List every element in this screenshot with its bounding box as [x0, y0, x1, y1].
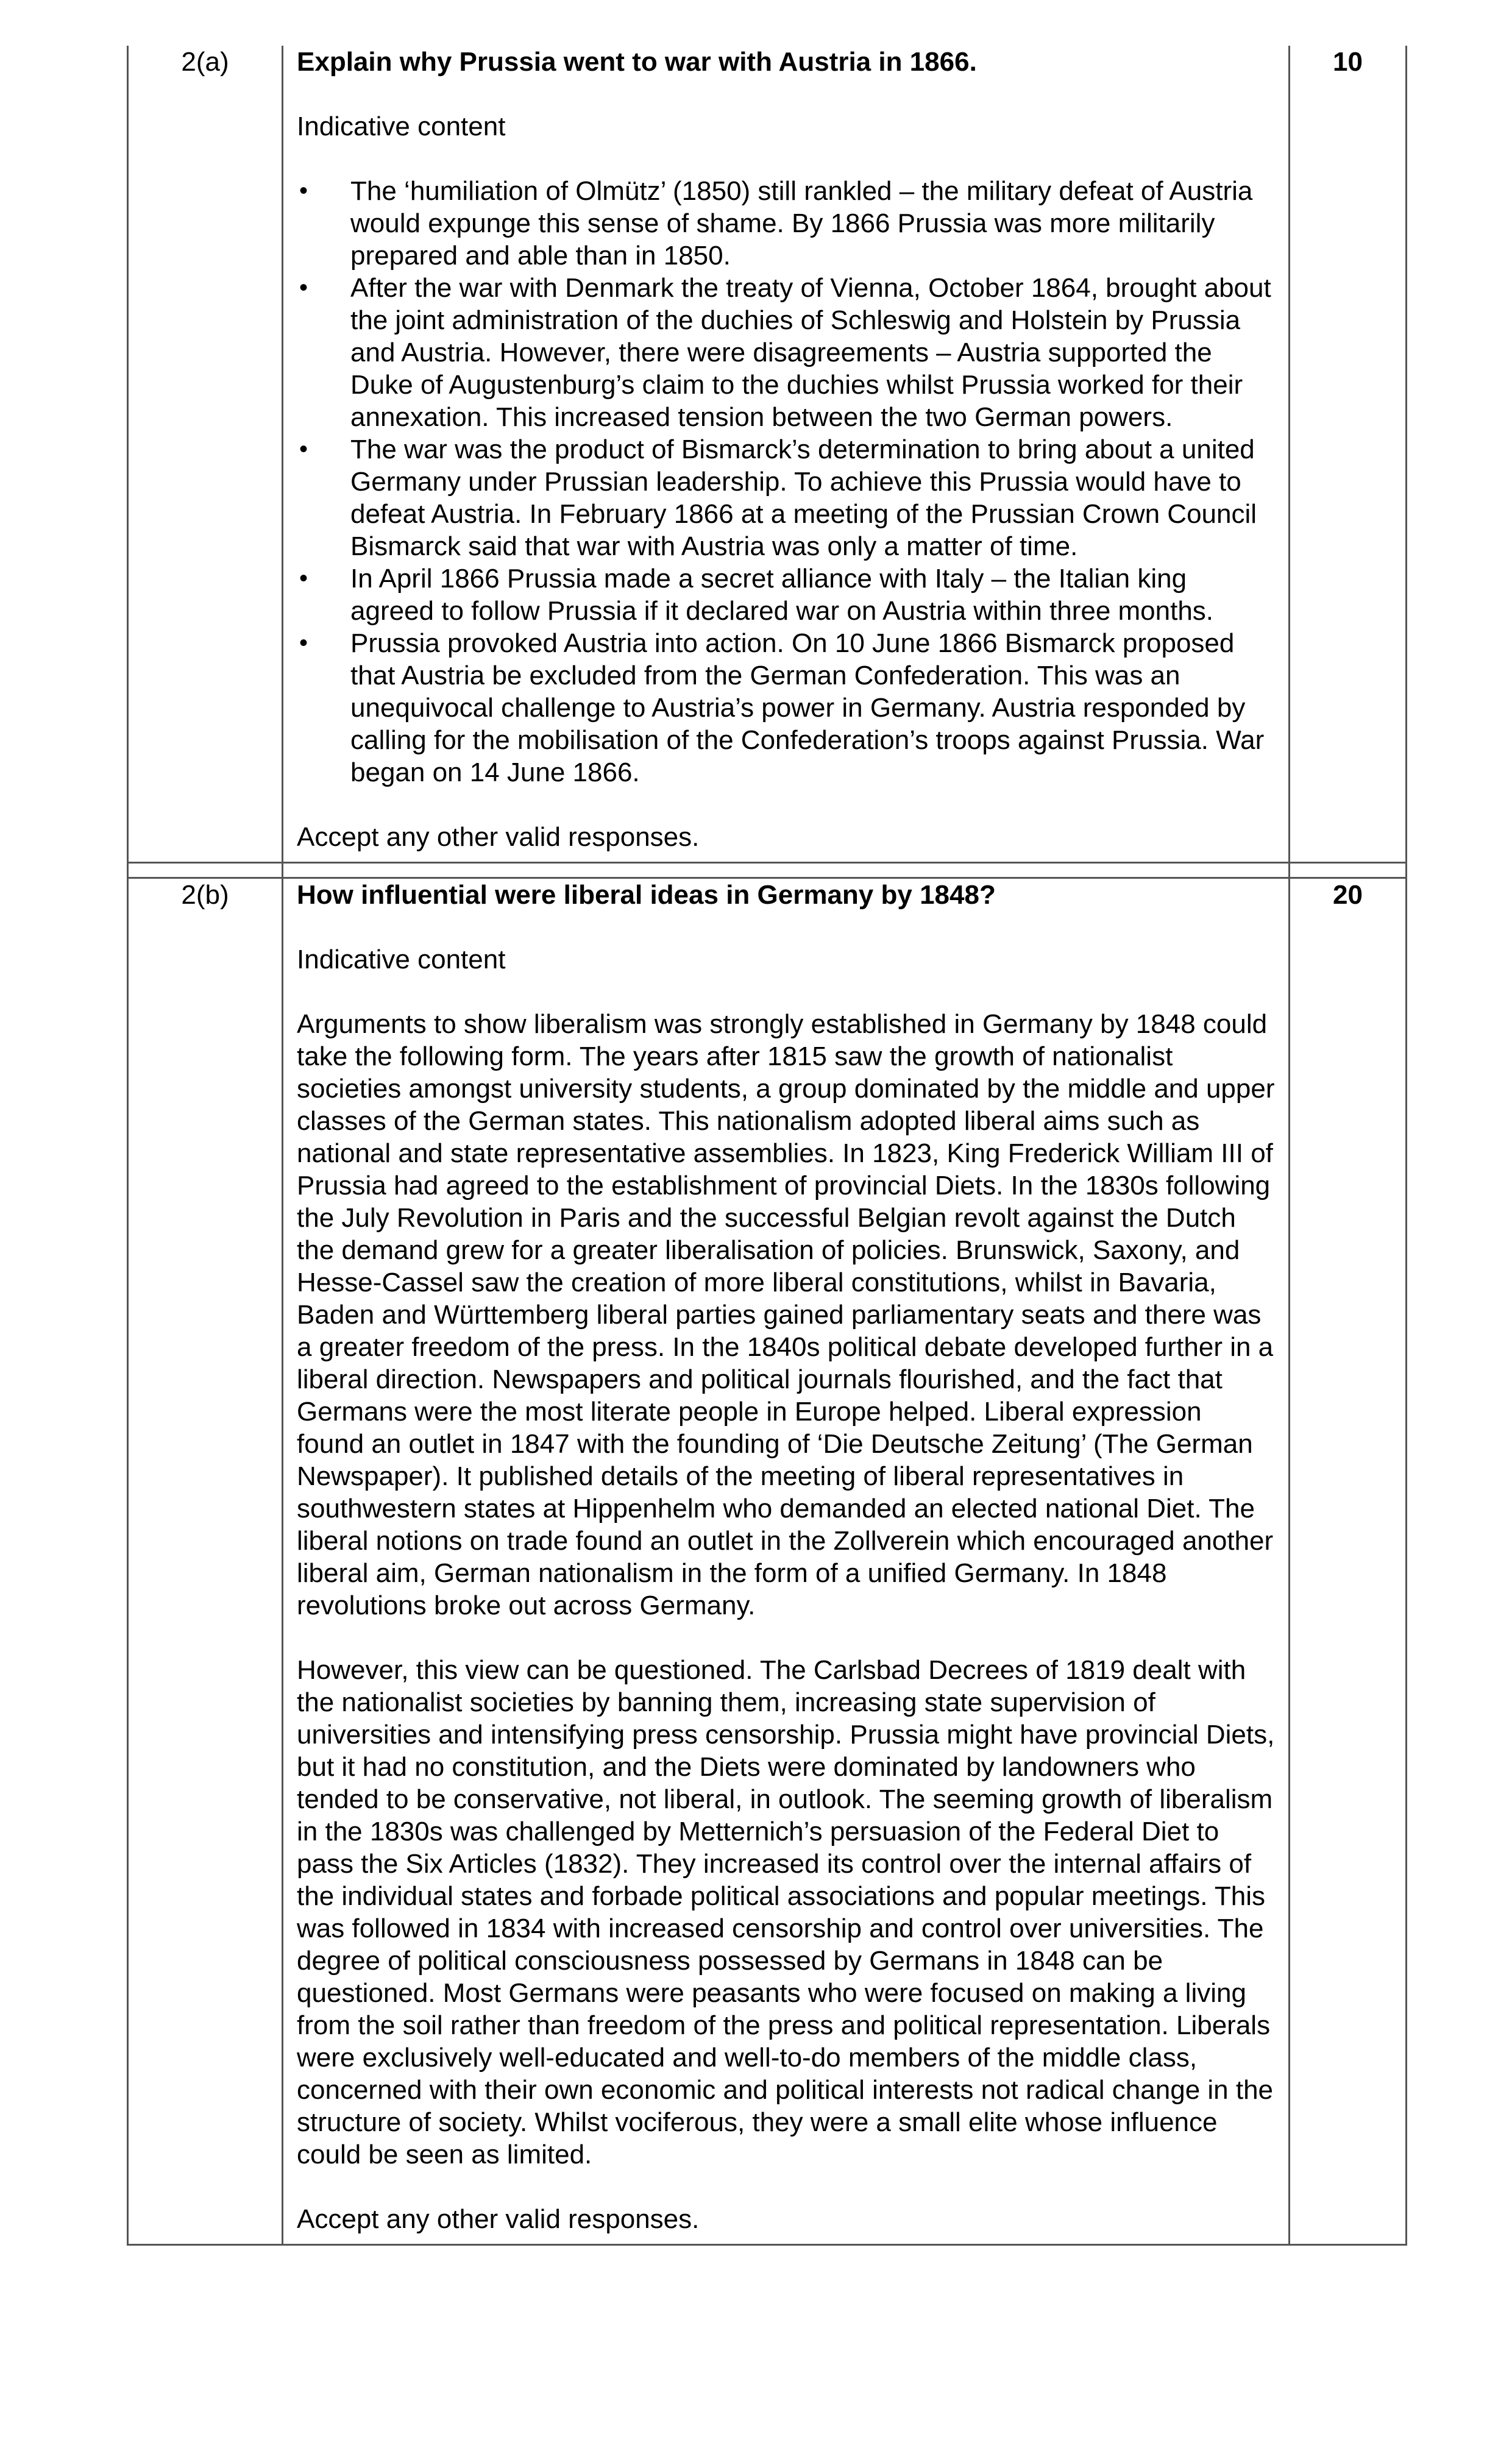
bullet-icon: • — [299, 274, 308, 301]
question-row-2b — [128, 878, 1407, 2245]
list-item: • The war was the product of Bismarck’s determination to bring about a united Germany under Prussian leadership. To achieve this Prussia would have to defeat Austria. In February 1866 at a meeting of the Prussian Crown Council Bismarck said that war with Austria was only a matter of time. — [299, 435, 1257, 561]
question-text: Explain why Prussia went to war with Austria in 1866. — [297, 47, 977, 77]
bullet-icon: • — [299, 177, 308, 204]
question-row-2a — [128, 46, 1407, 863]
marks-value: 10 — [1290, 46, 1407, 863]
accept-note: Accept any other valid responses. — [297, 822, 700, 852]
bullet-icon: • — [299, 436, 308, 463]
bullet-icon: • — [299, 565, 308, 592]
bullet-list — [297, 175, 1275, 789]
mark-scheme-table — [127, 46, 1407, 2246]
indicative-content-label: Indicative content — [297, 112, 506, 141]
question-number: 2(b) — [128, 878, 283, 2245]
list-item: • After the war with Denmark the treaty of Vienna, October 1864, brought about the joint administration of the duchies of Schleswig and Holstein by Prussia and Austria. However, there were disagreements – Austria supported the Duke of Augustenburg’s claim to the duchies whilst Prussia worked for their annexation. This increased tension between the two German powers. — [299, 273, 1271, 432]
list-item: • In April 1866 Prussia made a secret alliance with Italy – the Italian king agreed to follow Prussia if it declared war on Austria within three months. — [299, 564, 1214, 626]
bullet-icon: • — [299, 630, 308, 656]
question-content — [283, 46, 1290, 863]
question-number: 2(a) — [128, 46, 283, 863]
question-text: How influential were liberal ideas in Germany by 1848? — [297, 880, 996, 910]
indicative-content-label: Indicative content — [297, 945, 506, 974]
list-item: • The ‘humiliation of Olmütz’ (1850) still rankled – the military defeat of Austria would expunge this sense of shame. By 1866 Prussia was more militarily prepared and able than in 1850. — [299, 176, 1253, 271]
row-separator — [128, 863, 1407, 878]
paragraph: Arguments to show liberalism was strongly established in Germany by 1848 could take the following form. The years after 1815 saw the growth of nationalist societies amongst university students, a group dominated by the middle and upper classes of the German states. This nationalism adopted liberal aims such as national and state representative assemblies. In 1823, King Frederick William III of Prussia had agreed to the establishment of provincial Diets. In the 1830s following the July Revolution in Paris and the successful Belgian revolt against the Dutch the demand grew for a greater liberalisation of policies. Brunswick, Saxony, and Hesse-Cassel saw the creation of more liberal constitutions, whilst in Bavaria, Baden and Württemberg liberal parties gained parliamentary seats and there was a greater freedom of the press. In the 1840s political debate developed further in a liberal direction. Newspapers and political journals flourished, and the fact that Germans were the most literate people in Europe helped. Liberal expression found an outlet in 1847 with the founding of ‘Die Deutsche Zeitung’ (The German Newspaper). It published details of the meeting of liberal representatives in southwestern states at Hippenhelm who demanded an elected national Diet. The liberal notions on trade found an outlet in the Zollverein which encouraged another liberal aim, German nationalism in the form of a unified Germany. In 1848 revolutions broke out across Germany. — [297, 1009, 1275, 1620]
accept-note: Accept any other valid responses. — [297, 2204, 700, 2234]
paragraph: However, this view can be questioned. The Carlsbad Decrees of 1819 dealt with the nationalist societies by banning them, increasing state supervision of universities and intensifying press censorship. Prussia might have provincial Diets, but it had no constitution, and the Diets were dominated by landowners who tended to be conservative, not liberal, in outlook. The seeming growth of liberalism in the 1830s was challenged by Metternich’s persuasion of the Federal Diet to pass the Six Articles (1832). They increased its control over the internal affairs of the individual states and forbade political associations and popular meetings. This was followed in 1834 with increased censorship and control over universities. The degree of political consciousness possessed by Germans in 1848 can be questioned. Most Germans were peasants who were focused on making a living from the soil rather than freedom of the press and political representation. Liberals were exclusively well-educated and well-to-do members of the middle class, concerned with their own economic and political interests not radical change in the structure of society. Whilst vociferous, they were a small elite whose influence could be seen as limited. — [297, 1655, 1275, 2169]
list-item: • Prussia provoked Austria into action. On 10 June 1866 Bismarck proposed that Austria be excluded from the German Confederation. This was an unequivocal challenge to Austria’s power in Germany. Austria responded by calling for the mobilisation of the Confederation’s troops against Prussia. War began on 14 June 1866. — [299, 628, 1265, 787]
marks-value: 20 — [1290, 878, 1407, 2245]
question-content — [283, 878, 1290, 2245]
